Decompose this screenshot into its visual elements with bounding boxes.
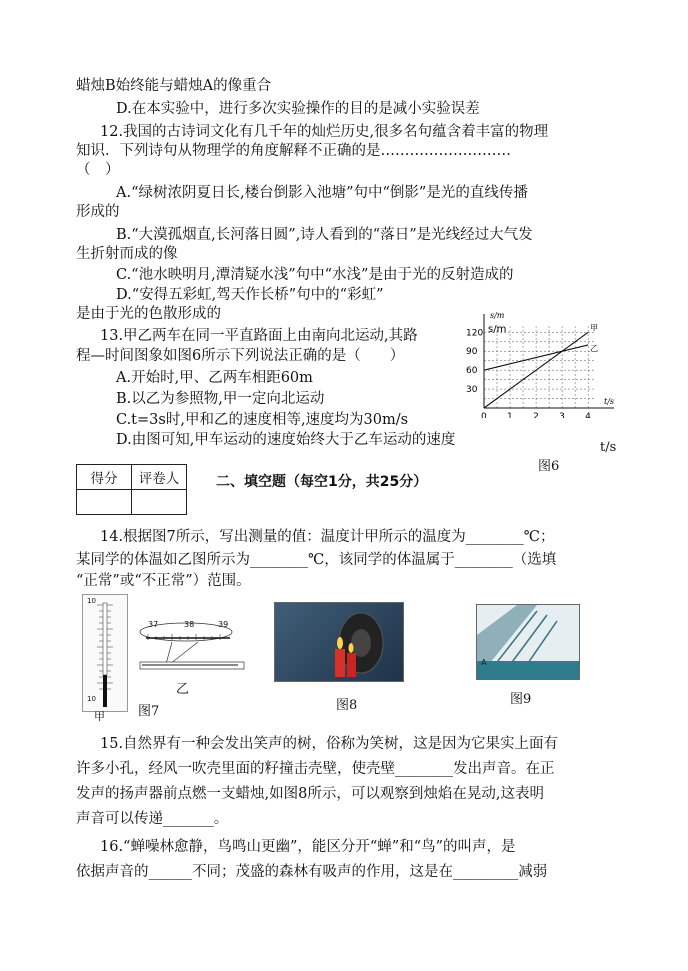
candle-speaker-image: [275, 603, 403, 681]
q12-bracket: （ ）: [76, 162, 120, 178]
fig9-caption: 图9: [510, 692, 532, 707]
q13-option-d: D.由图可知,甲车运动的速度始终大于乙车运动的速度: [116, 432, 456, 448]
grader-input-cell[interactable]: [132, 490, 187, 515]
series-label: 乙: [590, 343, 599, 353]
q15-stem: 发声的扬声器前点燃一支蜡烛,如图8所示，可以观察到烛焰在晃动,这表明: [76, 786, 544, 802]
q15-stem: 许多小孔，经风一吹壳里面的籽撞击壳壁，使壳壁________发出声音。在正: [76, 761, 555, 777]
q15-stem: 声音可以传递_______。: [76, 811, 229, 827]
q16-stem: 依据声音的______不同；茂盛的森林有吸声的作用，这是在_________减弱: [76, 864, 548, 880]
y-axis-unit: s/m: [488, 324, 507, 335]
score-input-cell[interactable]: [77, 490, 132, 515]
y-axis-label: s/m: [490, 311, 505, 320]
fig6-caption: 图6: [538, 459, 560, 474]
thermo-top-label: 10: [87, 597, 96, 605]
score-table: [76, 464, 187, 515]
fig8-caption: 图8: [336, 698, 358, 713]
grader-cell: 评卷人: [132, 465, 187, 490]
q12-option-d: D.“安得五彩虹,驾天作长桥”句中的“彩虹”: [116, 287, 384, 303]
q13-option-b: B.以乙为参照物,甲一定向北运动: [116, 391, 325, 407]
q12-stem: 12.我国的古诗词文化有几千年的灿烂历史,很多名句蕴含着丰富的物理: [100, 124, 549, 140]
tick-39: 39: [218, 620, 229, 629]
q13-stem: 13.甲乙两车在同一平直路面上由南向北运动,其路: [100, 328, 418, 344]
fig8-photo: [274, 602, 404, 682]
axis-label-t: t/s: [600, 440, 617, 455]
q13-option-c: C.t=3s时,甲和乙的速度相等,速度均为30m/s: [116, 412, 409, 428]
section-title: 二、填空题（每空1分，共25分）: [216, 474, 428, 490]
series-label: 甲: [590, 323, 599, 333]
q16-stem: 16.“蝉噪林愈静，鸟鸣山更幽”，能区分开“蝉”和“鸟”的叫声，是: [100, 839, 516, 855]
q15-stem: 15.自然界有一种会发出笑声的树，俗称为笑树，这是因为它果实上面有: [100, 736, 559, 752]
q14-stem: 某同学的体温如乙图所示为________℃，该同学的体温属于________（选填: [76, 552, 557, 568]
q12-stem: 知识．下列诗句从物理学的角度解释不正确的是………………………: [76, 143, 511, 159]
stairwell-image: [477, 605, 579, 679]
clinical-thermometer-yi: [138, 620, 246, 670]
thermo-bottom-label: 10: [87, 695, 96, 703]
x-tick-label: 2: [533, 412, 539, 418]
text-line: 蜡烛B始终能与蜡烛A的像重合: [76, 78, 272, 94]
yi-label: 乙: [176, 682, 190, 697]
thermometer-jia: [82, 594, 128, 712]
y-tick-label: 60: [466, 366, 478, 377]
q12-option-a: 形成的: [76, 204, 120, 220]
q12-option-d: 是由于光的色散形成的: [76, 306, 221, 322]
fig7-caption: 图7: [138, 704, 160, 719]
fig9-photo: [476, 604, 580, 680]
thermo-scale: [83, 595, 127, 711]
q13-stem: 程—时间图象如图6所示下列说法正确的是（ ）: [76, 348, 405, 364]
x-tick-label: 1: [507, 412, 513, 418]
q14-stem: 14.根据图7所示，写出测量的值：温度计甲所示的温度为________℃；: [100, 529, 555, 545]
tick-37: 37: [148, 620, 159, 629]
score-cell: 得分: [77, 465, 132, 490]
q14-stem: “正常”或“不正常”）范围。: [76, 573, 251, 589]
jia-label: 甲: [94, 710, 105, 723]
q12-option-b: B.“大漠孤烟直,长河落日圆”,诗人看到的“落日”是光线经过大气发: [116, 227, 533, 243]
x-tick-label: 3: [559, 412, 565, 418]
x-tick-label: 0: [481, 412, 487, 418]
y-tick-label: 90: [466, 347, 478, 358]
tick-38: 38: [184, 620, 195, 629]
q13-option-a: A.开始时,甲、乙两车相距60m: [116, 370, 313, 386]
y-tick-label: 30: [466, 385, 478, 396]
y-tick-label: 120: [466, 328, 484, 339]
q12-option-a: A.“绿树浓阴夏日长,楼台倒影入池塘”句中“倒影”是光的直线传播: [116, 185, 528, 201]
svg-text:A: A: [481, 658, 487, 667]
option-d: D.在本实验中，进行多次实验操作的目的是减小实验误差: [116, 101, 480, 117]
q12-option-b: 生折射而成的像: [76, 246, 178, 262]
q12-option-c: C.“池水映明月,潭清疑水浅”句中“水浅”是由于光的反射造成的: [116, 267, 514, 283]
x-axis-label: t/s: [604, 397, 615, 406]
st-chart: [466, 308, 626, 418]
x-tick-label: 4: [585, 412, 591, 418]
